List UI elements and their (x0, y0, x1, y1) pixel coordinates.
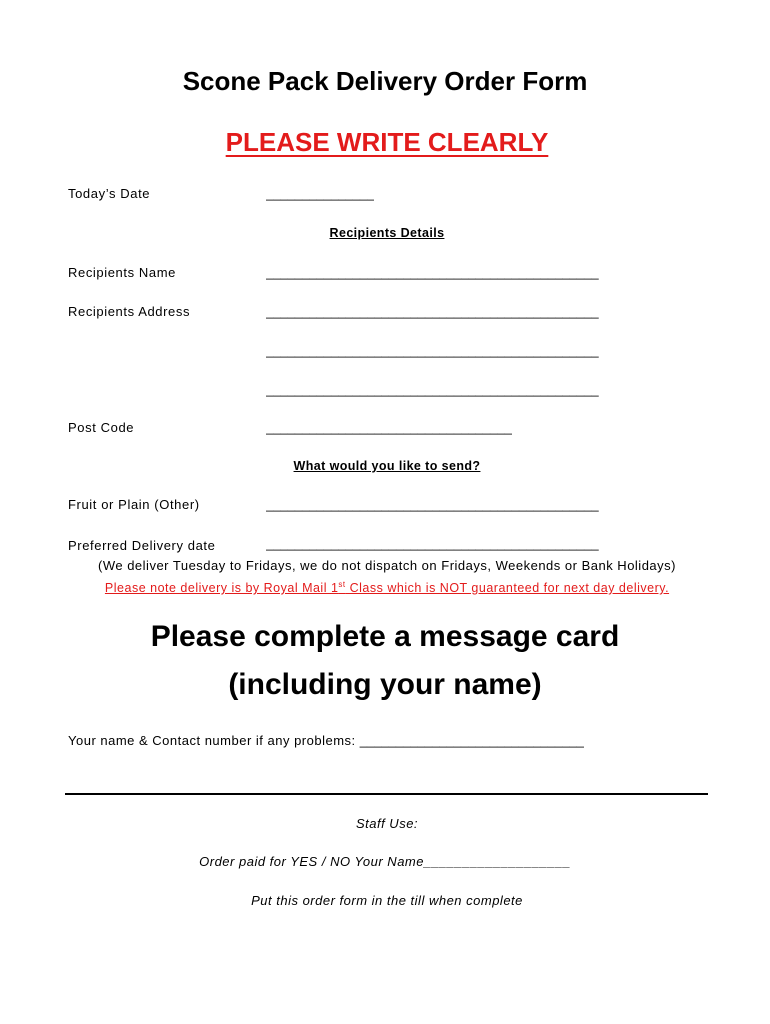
recipient-name-field[interactable]: ______________________________________________ (266, 265, 599, 280)
order-paid-line: Order paid for YES / NO Your Name___________________ (199, 854, 571, 869)
staff-use-heading: Staff Use: (355, 816, 419, 831)
write-clearly-warning: PLEASE WRITE CLEARLY (225, 127, 549, 157)
todays-date-label: Today’s Date (68, 186, 151, 201)
contact-field[interactable]: _______________________________ (359, 733, 584, 748)
post-code-field[interactable]: __________________________________ (266, 420, 512, 435)
fruit-or-plain-field[interactable]: ______________________________________________ (266, 497, 599, 512)
todays-date-field[interactable]: _______________ (266, 186, 375, 201)
contact-line (68, 733, 584, 748)
preferred-date-label: Preferred Delivery date (68, 538, 216, 553)
delivery-days-note: (We deliver Tuesday to Fridays, we do not dispatch on Fridays, Weekends or Bank Holidays) (98, 558, 676, 573)
divider-rule (65, 793, 708, 795)
royal-mail-note-end: Class which is NOT guaranteed for next day delivery. (345, 581, 670, 596)
till-instruction: Put this order form in the till when complete (251, 893, 523, 908)
royal-mail-note-start: Please note delivery is by Royal Mail 1 (104, 581, 339, 596)
royal-mail-note-superscript: st (338, 580, 346, 589)
recipients-details-heading: Recipients Details (329, 226, 445, 240)
preferred-date-field[interactable]: ______________________________________________ (266, 536, 599, 551)
contact-label: Your name & Contact number if any problems: (68, 733, 360, 748)
fruit-or-plain-label: Fruit or Plain (Other) (68, 497, 200, 512)
recipient-name-label: Recipients Name (68, 265, 176, 280)
message-card-heading-line1: Please complete a message card (150, 620, 620, 653)
royal-mail-note (0, 580, 770, 595)
address-line-2-field[interactable]: ______________________________________________ (266, 343, 599, 358)
post-code-label: Post Code (68, 420, 135, 435)
address-line-1-field[interactable]: ______________________________________________ (266, 304, 599, 319)
address-line-3-field[interactable]: ______________________________________________ (266, 382, 599, 397)
form-title: Scone Pack Delivery Order Form (182, 66, 588, 96)
what-to-send-heading: What would you like to send? (293, 459, 481, 473)
recipient-address-label: Recipients Address (68, 304, 191, 319)
message-card-heading-line2: (including your name) (228, 668, 542, 701)
